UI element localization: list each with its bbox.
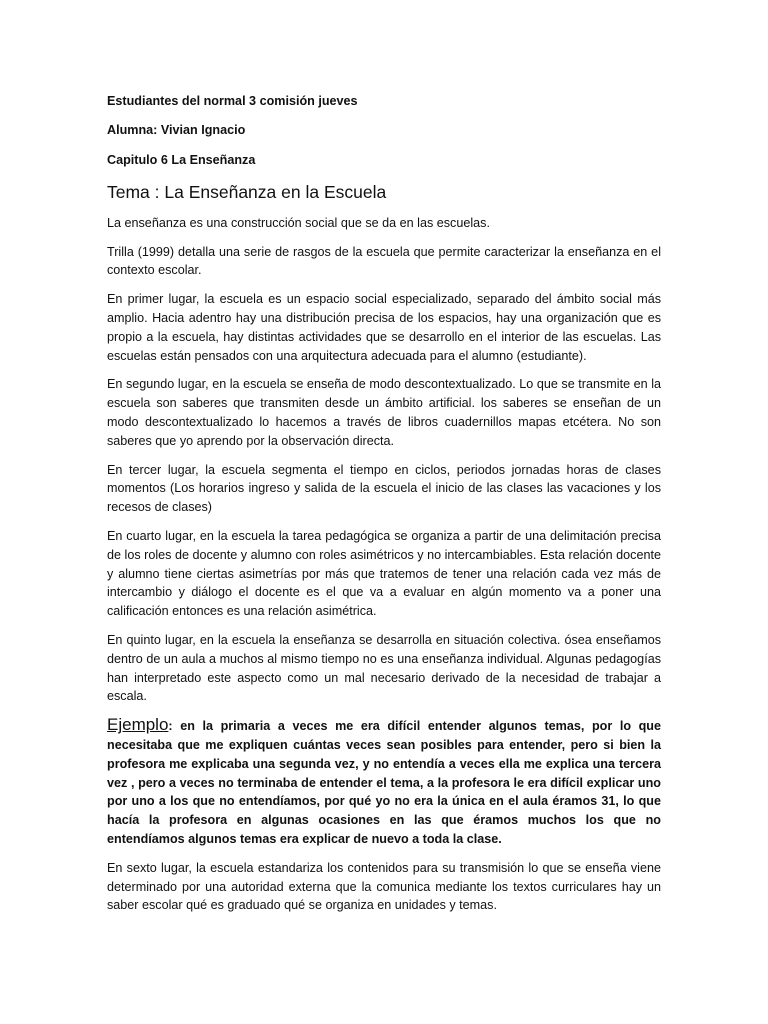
paragraph-segundo-lugar: En segundo lugar, en la escuela se enseña de modo descontextualizado. Lo que se transmite en la escuela son saberes que transmiten desde un ámbito artificial. los saberes se enseñan de un modo descontextualizado lo hacemos a través de libros cuadernillos mapas etcétera. No son saberes que yo aprendo por la observación directa. [107,377,661,448]
paragraph-cuarto-lugar: En cuarto lugar, en la escuela la tarea pedagógica se organiza a partir de una delimitación precisa de los roles de docente y alumno con roles asimétricos y no intercambiables. Esta relación docente y alumno tiene ciertas asimetrías por más que tratemos de tener una relación cada vez más de intercambio y diálogo el docente es el que va a evaluar en algún momento va a poner una calificación entonces es una relación asimétrica. [107,529,661,619]
example-paragraph [107,716,661,849]
example-label: Ejemplo [107,715,169,735]
chapter-line: Capitulo 6 La Enseñanza [107,152,256,167]
paragraph-intro: La enseñanza es una construcción social que se da en las escuelas. [107,215,490,230]
paragraph-tercer-lugar: En tercer lugar, la escuela segmenta el tiempo en ciclos, periodos jornadas horas de clases momentos (Los horarios ingreso y salida de la escuela el inicio de las clases las vacaciones y los recesos de clases) [107,462,661,515]
example-text: en la primaria a veces me era difícil entender algunos temas, por lo que necesitaba que me expliquen cuántas veces sean posibles para entender, pero si bien la profesora me explicaba una segunda vez, y no entendía a veces ella me explica una tercera vez , pero a veces no terminaba de entender el tema, a la profesora le era difícil explicar uno por uno a los que no entendíamos, por qué yo no era la única en el aula éramos 31, lo que hacía la profesora en algunas ocasiones en las que éramos muchos los que no entendíamos algunos temas era explicar de nuevo a toda la clase. [107,719,661,846]
document-body [107,92,661,925]
paragraph-quinto-lugar: En quinto lugar, en la escuela la enseñanza se desarrolla en situación colectiva. ósea enseñamos dentro de un aula a muchos al mismo tiempo no es una enseñanza individual. Algunas pedagogías han interpretado este aspecto como un mal necesario derivado de la necesidad de trabajar a escala. [107,633,661,704]
example-separator: : [168,719,173,734]
student-name-line: Alumna: Vivian Ignacio [107,123,246,138]
paragraph-primer-lugar: En primer lugar, la escuela es un espacio social especializado, separado del ámbito social más amplio. Hacia adentro hay una distribución precisa de los espacios, hay una organización que es propio a la escuela, hay distintas actividades que se desarrollo en el interior de las escuelas. Las escuelas están pensados con una arquitectura adecuada para el alumno (estudiante). [107,292,661,363]
document-title: Tema : La Enseñanza en la Escuela [107,181,387,202]
paragraph-trilla: Trilla (1999) detalla una serie de rasgos de la escuela que permite caracterizar la enseñanza en el contexto escolar. [107,244,661,278]
paragraph-sexto-lugar: En sexto lugar, la escuela estandariza los contenidos para su transmisión lo que se enseña viene determinado por una autoridad externa que la comunica mediante los textos curriculares hay un saber escolar qué es graduado qué se organiza en unidades y temas. [107,860,661,913]
course-line: Estudiantes del normal 3 comisión jueves [107,94,358,108]
